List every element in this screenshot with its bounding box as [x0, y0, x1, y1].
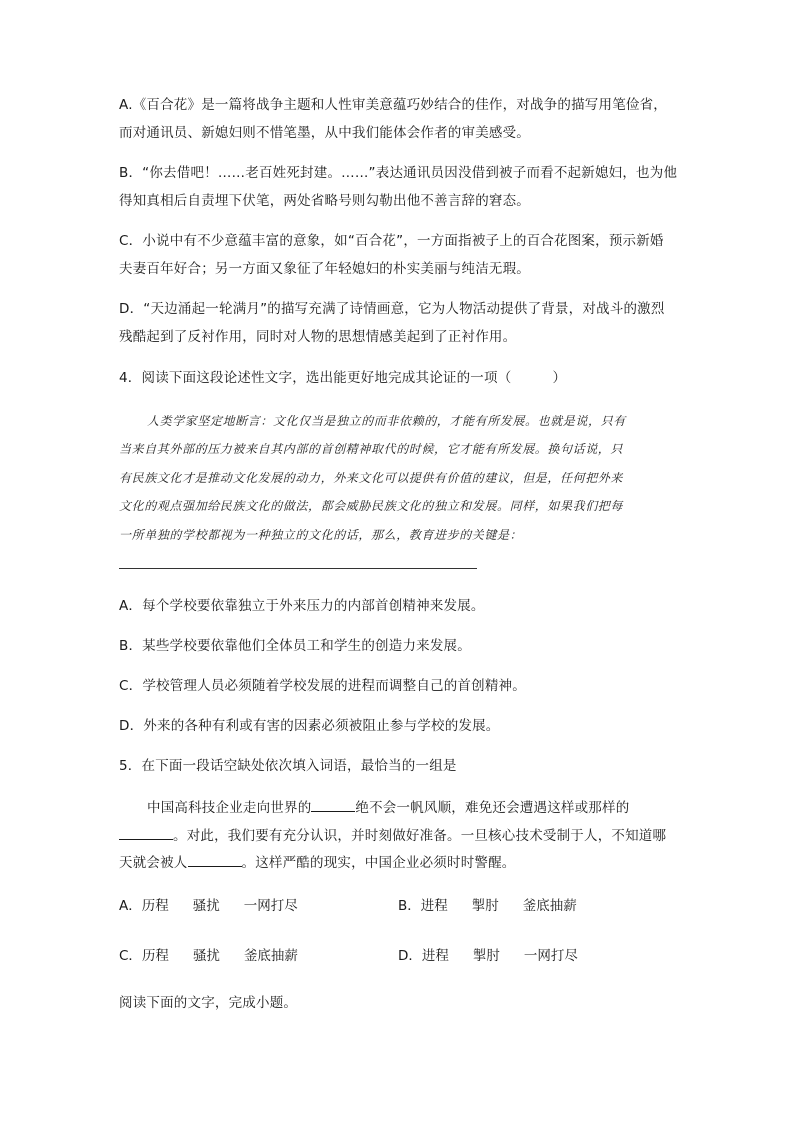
q5-text: 。这样严酷的现实，中国企业必须时时警醒。 — [241, 855, 516, 871]
option-word: 历程 — [141, 948, 169, 964]
option-word: 骚扰 — [192, 948, 220, 964]
answer-underline — [119, 568, 477, 569]
option-word: 釜底抽薪 — [243, 948, 298, 964]
option-label: B． — [398, 898, 421, 914]
option-word: 进程 — [421, 948, 449, 964]
option-word: 进程 — [420, 898, 448, 914]
q4-option-d: D．外来的各种有利或有害的因素必须被阻止参与学校的发展。 — [119, 718, 500, 734]
q5-text: 绝不会一帆风顺，难免还会遭遇这样或那样的 — [355, 800, 630, 816]
q5-passage-line3 — [119, 852, 516, 873]
q5-stem: 5．在下面一段话空缺处依次填入词语，最恰当的一组是 — [119, 758, 457, 774]
fill-blank-3 — [188, 852, 242, 867]
option-label: C． — [119, 948, 142, 964]
q5-option-b — [398, 896, 577, 916]
q5-option-a — [119, 896, 298, 916]
q3-option-a-line2: 而对通讯员、新媳妇则不惜笔墨，从中我们能体会作者的审美感受。 — [119, 125, 530, 141]
option-word: 釜底抽薪 — [522, 898, 577, 914]
option-word: 骚扰 — [192, 898, 220, 914]
option-word: 一网打尽 — [523, 948, 578, 964]
q3-option-c-line2: 夫妻百年好合；另一方面又象征了年轻媳妇的朴实美丽与纯洁无瑕。 — [119, 261, 530, 277]
fill-blank-1 — [311, 797, 355, 812]
q4-passage-line: 当来自其外部的压力被来自其内部的首创精神取代的时候，它才能有所发展。换句话说，只 — [119, 442, 624, 456]
q4-stem: 4．阅读下面这段论述性文字，选出能更好地完成其论证的一项（ ） — [119, 370, 567, 386]
option-word: 掣肘 — [472, 948, 500, 964]
q4-passage-line: 有民族文化才是推动文化发展的动力，外来文化可以提供有价值的建议，但是，任何把外来 — [119, 471, 624, 485]
q3-option-d-line2: 残酷起到了反衬作用，同时对人物的思想情感美起到了正衬作用。 — [119, 329, 517, 345]
q4-passage-line: 一所单独的学校都视为一种独立的文化的话，那么，教育进步的关键是： — [119, 528, 523, 542]
option-label: A． — [119, 898, 142, 914]
q5-text: 天就会被人 — [119, 855, 188, 871]
q5-passage-line2 — [119, 825, 666, 846]
q5-option-c — [119, 946, 298, 966]
q4-option-b: B．某些学校要依靠他们全体员工和学生的创造力来发展。 — [119, 638, 471, 654]
q4-option-c: C．学校管理人员必须随着学校发展的进程而调整自己的首创精神。 — [119, 678, 526, 694]
q5-option-d — [398, 946, 578, 966]
q5-text: 。对此，我们要有充分认识，并时刻做好准备。一旦核心技术受制于人，不知道哪 — [173, 828, 667, 844]
q3-option-b-line2: 得知真相后自责埋下伏笔，两处省略号则勾勒出他不善言辞的窘态。 — [119, 193, 530, 209]
q4-passage-line: 人类学家坚定地断言：文化仅当是独立的而非依赖的，才能有所发展。也就是说，只有 — [147, 414, 626, 428]
fill-blank-2 — [119, 825, 173, 840]
option-word: 历程 — [141, 898, 169, 914]
q3-option-b-line1: B．“你去借吧！……老百姓死封建。……”表达通讯员因没借到被子而看不起新媳妇，也为他 — [119, 165, 678, 181]
option-word: 一网打尽 — [243, 898, 298, 914]
q3-option-d-line1: D．“天边涌起一轮满月”的描写充满了诗情画意，它为人物活动提供了背景，对战斗的激烈 — [119, 301, 665, 317]
reading-instruction: 阅读下面的文字，完成小题。 — [119, 995, 298, 1011]
q4-passage-line: 文化的观点强加给民族文化的做法，都会威胁民族文化的独立和发展。同样，如果我们把每 — [119, 499, 624, 513]
q3-option-a-line1: A.《百合花》是一篇将战争主题和人性审美意蕴巧妙结合的佳作，对战争的描写用笔俭省， — [119, 97, 667, 113]
q4-option-a: A．每个学校要依靠独立于外来压力的内部首创精神来发展。 — [119, 598, 485, 614]
option-word: 掣肘 — [471, 898, 499, 914]
q3-option-c-line1: C．小说中有不少意蕴丰富的意象，如“百合花”，一方面指被子上的百合花图案，预示新婚 — [119, 233, 664, 249]
q5-passage-line1 — [147, 797, 629, 818]
q5-text: 中国高科技企业走向世界的 — [147, 800, 312, 816]
option-label: D． — [398, 948, 422, 964]
